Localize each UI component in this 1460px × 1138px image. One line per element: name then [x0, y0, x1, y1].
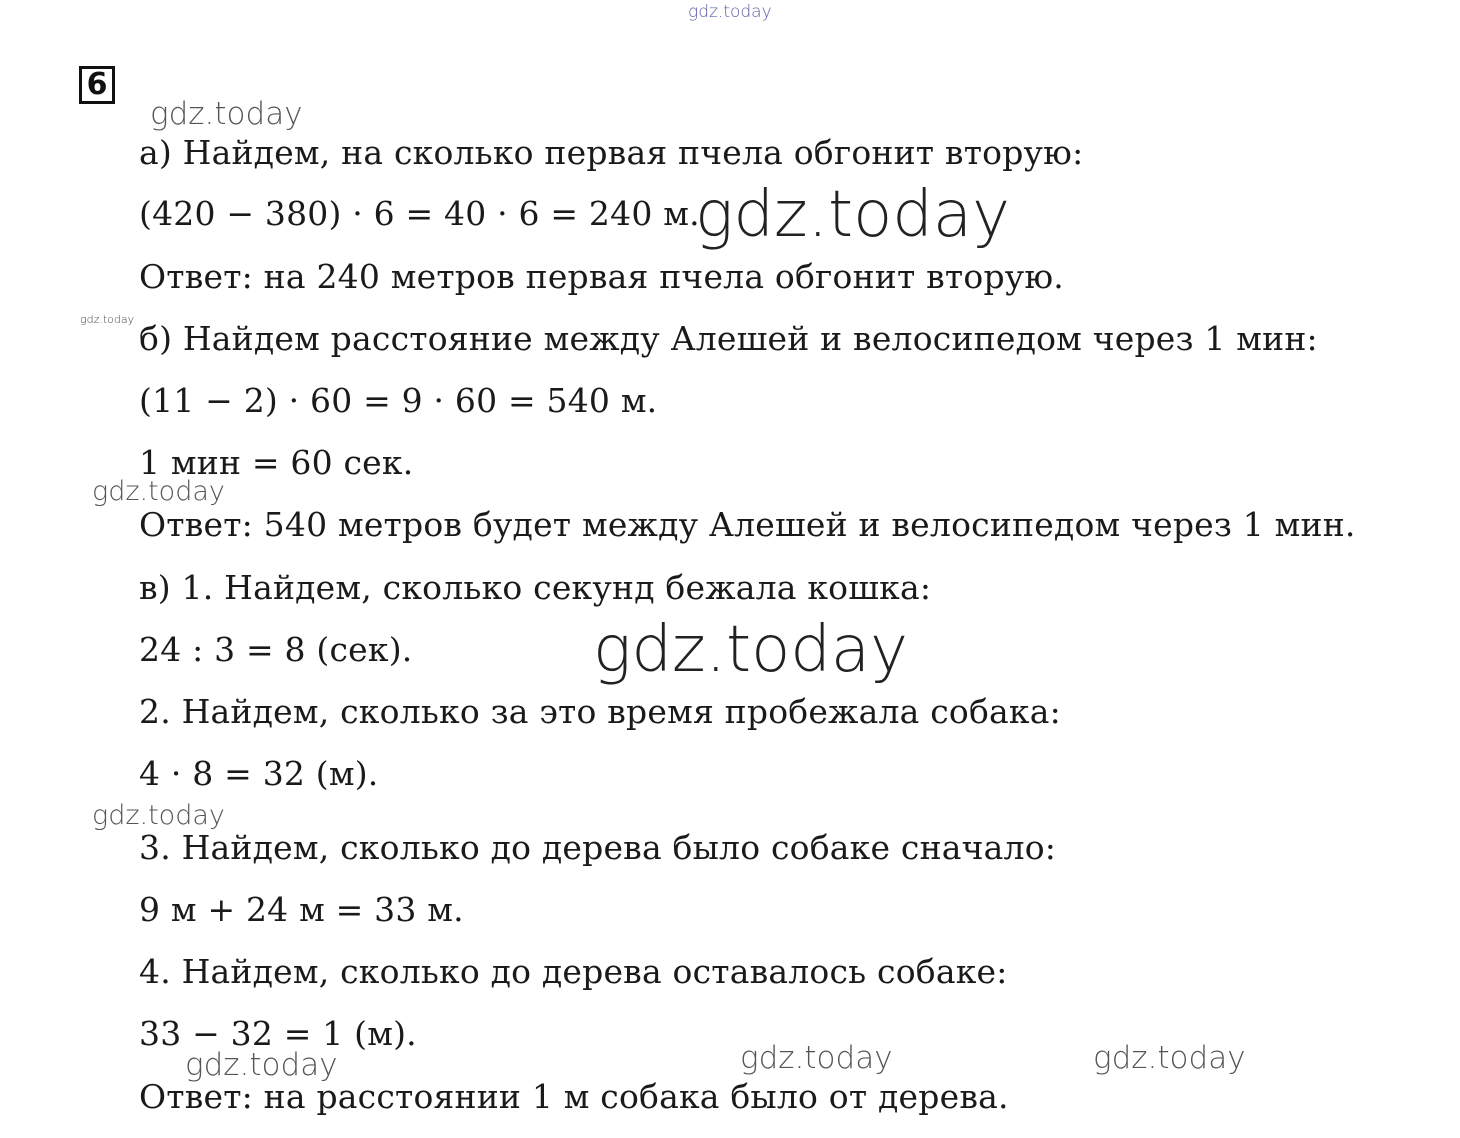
- watermark: gdz.today: [1093, 1040, 1246, 1076]
- solution-line-3: Ответ: на 240 метров первая пчела обгонит вторую.: [139, 257, 1065, 296]
- watermark: gdz.today: [150, 96, 303, 132]
- solution-line-1: а) Найдем, на сколько первая пчела обгонит вторую:: [139, 133, 1084, 172]
- solution-line-13: 9 м + 24 м = 33 м.: [139, 890, 464, 929]
- watermark: gdz.today: [92, 476, 225, 507]
- solution-line-15: 33 − 32 = 1 (м).: [139, 1014, 417, 1053]
- solution-line-4: б) Найдем расстояние между Алешей и велосипедом через 1 мин:: [139, 319, 1318, 358]
- task-number-box: 6: [79, 66, 115, 104]
- solution-line-14: 4. Найдем, сколько до дерева оставалось собаке:: [139, 952, 1008, 991]
- watermark-large: gdz.today: [593, 613, 908, 687]
- solution-line-11: 4 · 8 = 32 (м).: [139, 754, 379, 793]
- watermark: gdz.today: [185, 1047, 338, 1083]
- solution-line-7: Ответ: 540 метров будет между Алешей и велосипедом через 1 мин.: [139, 505, 1356, 544]
- watermark: gdz.today: [740, 1040, 893, 1076]
- solution-line-10: 2. Найдем, сколько за это время пробежала собака:: [139, 692, 1061, 731]
- solution-line-12: 3. Найдем, сколько до дерева было собаке сначало:: [139, 828, 1057, 867]
- solution-line-9: 24 : 3 = 8 (сек).: [139, 630, 413, 669]
- watermark: gdz.today: [92, 800, 225, 831]
- solution-line-5: (11 − 2) · 60 = 9 · 60 = 540 м.: [139, 381, 658, 420]
- watermark-top: gdz.today: [688, 2, 772, 22]
- solution-line-8: в) 1. Найдем, сколько секунд бежала кошка:: [139, 568, 932, 607]
- solution-line-2: (420 − 380) · 6 = 40 · 6 = 240 м.: [139, 194, 700, 233]
- watermark-large: gdz.today: [695, 178, 1010, 252]
- solution-line-16: Ответ: на расстоянии 1 м собака было от дерева.: [139, 1077, 1009, 1116]
- solution-line-6: 1 мин = 60 сек.: [139, 443, 414, 482]
- watermark-small: gdz.today: [80, 313, 135, 326]
